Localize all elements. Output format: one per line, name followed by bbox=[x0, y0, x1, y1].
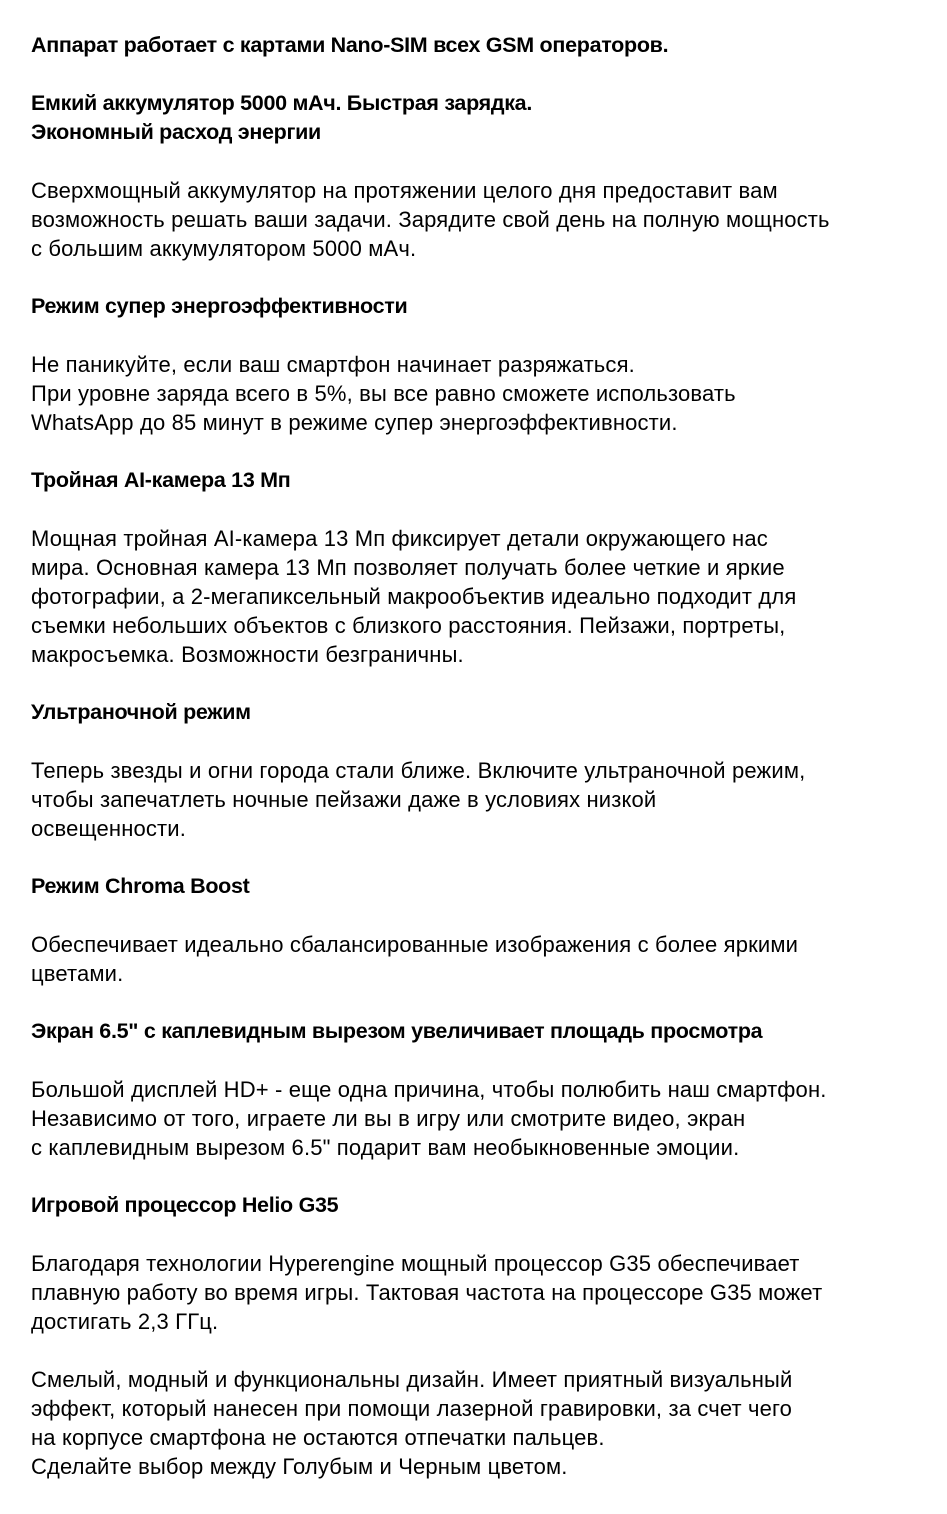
heading-chroma-boost: Режим Chroma Boost bbox=[31, 874, 250, 898]
paragraph-design-line: на корпусе смартфона не остаются отпечатки пальцев. bbox=[31, 1425, 605, 1450]
paragraph-processor-line: плавную работу во время игры. Тактовая частота на процессоре G35 может bbox=[31, 1280, 823, 1305]
paragraph-power-saving-line: Не паникуйте, если ваш смартфон начинает разряжаться. bbox=[31, 352, 635, 377]
paragraph-camera-line: мира. Основная камера 13 Мп позволяет получать более четкие и яркие bbox=[31, 555, 785, 580]
paragraph-night-mode-line: чтобы запечатлеть ночные пейзажи даже в условиях низкой bbox=[31, 787, 657, 812]
heading-camera: Тройная AI-камера 13 Мп bbox=[31, 468, 291, 492]
heading-display: Экран 6.5" с каплевидным вырезом увеличивает площадь просмотра bbox=[31, 1019, 763, 1043]
paragraph-night-mode-line: Теперь звезды и огни города стали ближе. Включите ультраночной режим, bbox=[31, 758, 806, 783]
paragraph-chroma-boost-line: цветами. bbox=[31, 961, 124, 986]
paragraph-camera-line: съемки небольших объектов с близкого расстояния. Пейзажи, портреты, bbox=[31, 613, 786, 638]
paragraph-camera-line: макросъемка. Возможности безграничны. bbox=[31, 642, 464, 667]
paragraph-design-line: Смелый, модный и функциональны дизайн. Имеет приятный визуальный bbox=[31, 1367, 793, 1392]
heading-nano-sim: Аппарат работает с картами Nano-SIM всех GSM операторов. bbox=[31, 33, 669, 57]
paragraph-camera-line: Мощная тройная AI-камера 13 Мп фиксирует детали окружающего нас bbox=[31, 526, 768, 551]
paragraph-display-line: с каплевидным вырезом 6.5" подарит вам необыкновенные эмоции. bbox=[31, 1135, 740, 1160]
heading-battery-line-1: Емкий аккумулятор 5000 мАч. Быстрая зарядка. bbox=[31, 91, 533, 115]
paragraph-display-line: Большой дисплей HD+ - еще одна причина, чтобы полюбить наш смартфон. bbox=[31, 1077, 827, 1102]
heading-processor: Игровой процессор Helio G35 bbox=[31, 1193, 339, 1217]
paragraph-chroma-boost-line: Обеспечивает идеально сбалансированные изображения с более яркими bbox=[31, 932, 799, 957]
paragraph-processor-line: Благодаря технологии Hyperengine мощный процессор G35 обеспечивает bbox=[31, 1251, 800, 1276]
heading-battery-line-2: Экономный расход энергии bbox=[31, 120, 321, 144]
paragraph-display-line: Независимо от того, играете ли вы в игру или смотрите видео, экран bbox=[31, 1106, 746, 1131]
paragraph-battery-line: Сверхмощный аккумулятор на протяжении целого дня предоставит вам bbox=[31, 178, 778, 203]
paragraph-design-line: эффект, который нанесен при помощи лазерной гравировки, за счет чего bbox=[31, 1396, 793, 1421]
paragraph-battery-line: возможность решать ваши задачи. Зарядите свой день на полную мощность bbox=[31, 207, 830, 232]
paragraph-design-line: Сделайте выбор между Голубым и Черным цветом. bbox=[31, 1454, 568, 1479]
paragraph-camera-line: фотографии, а 2-мегапиксельный макрообъектив идеально подходит для bbox=[31, 584, 797, 609]
paragraph-power-saving-line: При уровне заряда всего в 5%, вы все равно сможете использовать bbox=[31, 381, 736, 406]
heading-night-mode: Ультраночной режим bbox=[31, 700, 251, 724]
paragraph-battery-line: с большим аккумулятором 5000 мАч. bbox=[31, 236, 417, 261]
paragraph-power-saving-line: WhatsApp до 85 минут в режиме супер энергоэффективности. bbox=[31, 410, 678, 435]
heading-power-saving: Режим супер энергоэффективности bbox=[31, 294, 408, 318]
paragraph-processor-line: достигать 2,3 ГГц. bbox=[31, 1309, 219, 1334]
paragraph-night-mode-line: освещенности. bbox=[31, 816, 186, 841]
